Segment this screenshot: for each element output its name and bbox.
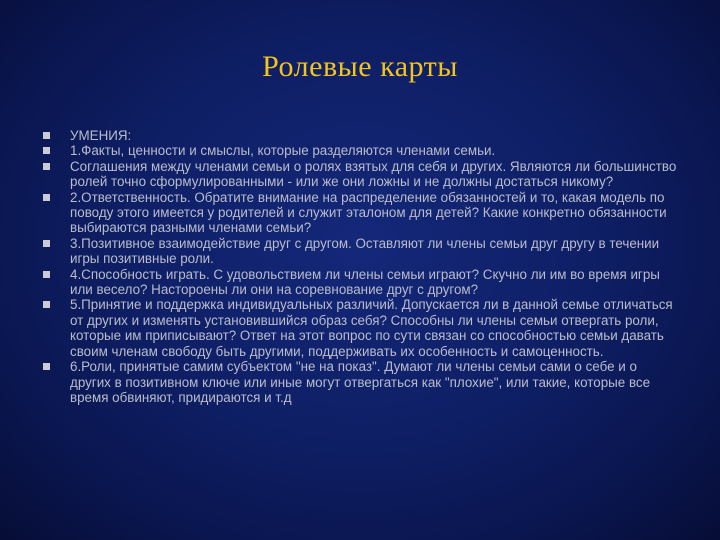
- bullet-text: 5.Принятие и поддержка индивидуальных различий. Допускается ли в данной семье отличаться от других и изменять установившийся образ себя? Способны ли члены семьи отвергать роли, которые им приписывают? Ответ на этот вопрос по сути связан со способностью семьи давать своим членам свободу быть другими, поддерживать их особенность и самоценность.: [70, 297, 673, 359]
- square-bullet-icon: [43, 132, 50, 139]
- square-bullet-icon: [43, 301, 50, 308]
- bullet-text: 1.Факты, ценности и смыслы, которые разделяются членами семьи.: [70, 143, 496, 159]
- square-bullet-icon: [43, 363, 50, 370]
- bullet-item: [40, 128, 680, 143]
- bullet-item: [40, 190, 680, 236]
- square-bullet-icon: [43, 163, 50, 170]
- square-bullet-icon: [43, 147, 50, 154]
- square-bullet-icon: [43, 271, 50, 278]
- bullet-item: [40, 236, 680, 267]
- bullet-item: [40, 267, 680, 298]
- bullet-text: 2.Ответственность. Обратите внимание на распределение обязанностей и то, какая модель по поводу этого имеется у родителей и служит эталоном для детей? Какие конкретно обязанности выбираются разными членами семьи?: [70, 189, 667, 236]
- bullet-list: [40, 128, 680, 405]
- square-bullet-icon: [43, 194, 50, 201]
- bullet-text: 6.Роли, принятые самим субъектом "не на показ". Думают ли члены семьи сами о себе и о других в позитивном ключе или иные могут отвергаться как "плохие", или такие, которые все время обвиняют, придираются и т.д: [70, 359, 651, 405]
- slide-title: Ролевые карты: [262, 50, 458, 83]
- square-bullet-icon: [43, 240, 50, 247]
- bullet-text: Соглашения между членами семьи о ролях взятых для себя и других. Являются ли большинство ролей точно сформулированными - или же они ложны и не должны достаться никому?: [70, 158, 677, 190]
- bullet-text: 3.Позитивное взаимодействие друг с другом. Оставляют ли члены семьи друг другу в течении игры позитивные роли.: [70, 235, 660, 267]
- bullet-text: 4.Способность играть. С удовольствием ли члены семьи играют? Скучно ли им во время игры или весело? Настороены ли они на соревнование друг с другом?: [70, 266, 660, 298]
- bullet-item: [40, 359, 680, 405]
- bullet-item: [40, 143, 680, 158]
- bullet-item: [40, 297, 680, 359]
- bullet-text: УМЕНИЯ:: [70, 128, 132, 143]
- bullet-item: [40, 159, 680, 190]
